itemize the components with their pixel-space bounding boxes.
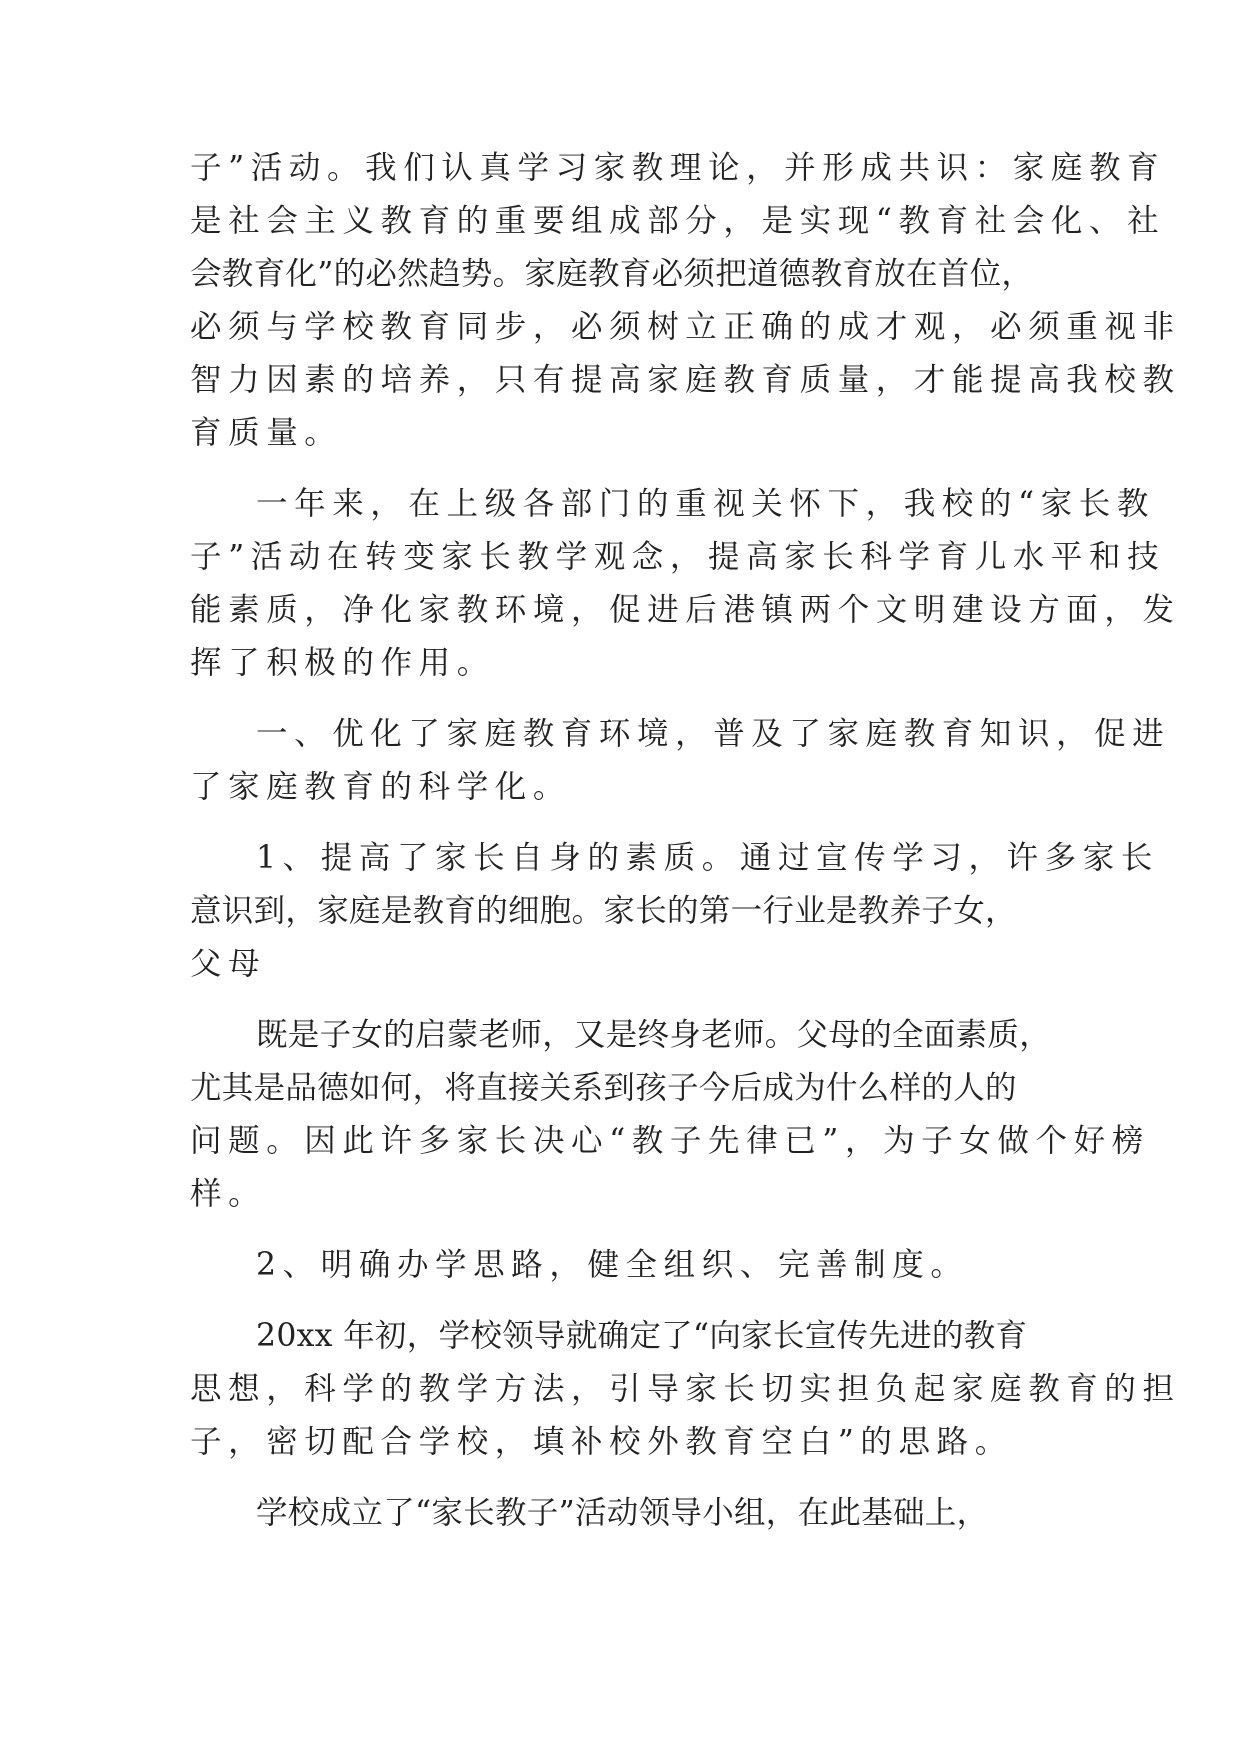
text-line: 意识到，家庭是教育的细胞。家长的第一行业是教养子女， bbox=[190, 893, 1017, 929]
text-line: 是社会主义教育的重要组成部分，是实现“教育社会化、社 bbox=[190, 203, 1166, 239]
text-line: 1、提高了家长自身的素质。通过宣传学习，许多家长 bbox=[256, 840, 1159, 876]
text-line: 既是子女的启蒙老师，又是终身老师。父母的全面素质， bbox=[256, 1017, 1052, 1053]
text-line: 子”活动。我们认真学习家教理论，并形成共识：家庭教育 bbox=[190, 150, 1166, 186]
text-line: 思想，科学的教学方法，引导家长切实担负起家庭教育的担 bbox=[190, 1371, 1181, 1407]
text-line: 智力因素的培养，只有提高家庭教育质量，才能提高我校教 bbox=[190, 362, 1181, 398]
text-line: 子”活动在转变家长教学观念，提高家长科学育儿水平和技 bbox=[190, 539, 1166, 575]
text-line: 挥了积极的作用。 bbox=[190, 645, 495, 681]
text-line: 必须与学校教育同步，必须树立正确的成才观，必须重视非 bbox=[190, 309, 1181, 345]
text-line: 样。 bbox=[190, 1176, 267, 1212]
text-line: 20xx 年初，学校领导就确定了“向家长宣传先进的教育 bbox=[256, 1318, 1028, 1354]
text-line: 一、优化了家庭教育环境，普及了家庭教育知识，促进 bbox=[256, 716, 1171, 752]
text-line: 子，密切配合学校，填补校外教育空白”的思路。 bbox=[190, 1424, 1013, 1460]
text-line: 问题。因此许多家长决心“教子先律已”，为子女做个好榜 bbox=[190, 1123, 1150, 1159]
text-line: 一年来，在上级各部门的重视关怀下，我校的“家长教 bbox=[256, 486, 1156, 522]
text-line: 育质量。 bbox=[190, 415, 343, 451]
text-line: 父母 bbox=[190, 946, 267, 982]
text-line: 尤其是品德如何，将直接关系到孩子今后成为什么样的人的 bbox=[190, 1070, 1017, 1106]
text-line: 能素质，净化家教环境，促进后港镇两个文明建设方面，发 bbox=[190, 592, 1181, 628]
text-line: 学校成立了“家长教子”活动领导小组，在此基础上， bbox=[256, 1495, 989, 1531]
text-line: 了家庭教育的科学化。 bbox=[190, 769, 572, 805]
text-line: 会教育化”的必然趋势。家庭教育必须把道德教育放在首位， bbox=[190, 256, 1034, 292]
text-line: 2、明确办学思路，健全组织、完善制度。 bbox=[256, 1247, 969, 1283]
